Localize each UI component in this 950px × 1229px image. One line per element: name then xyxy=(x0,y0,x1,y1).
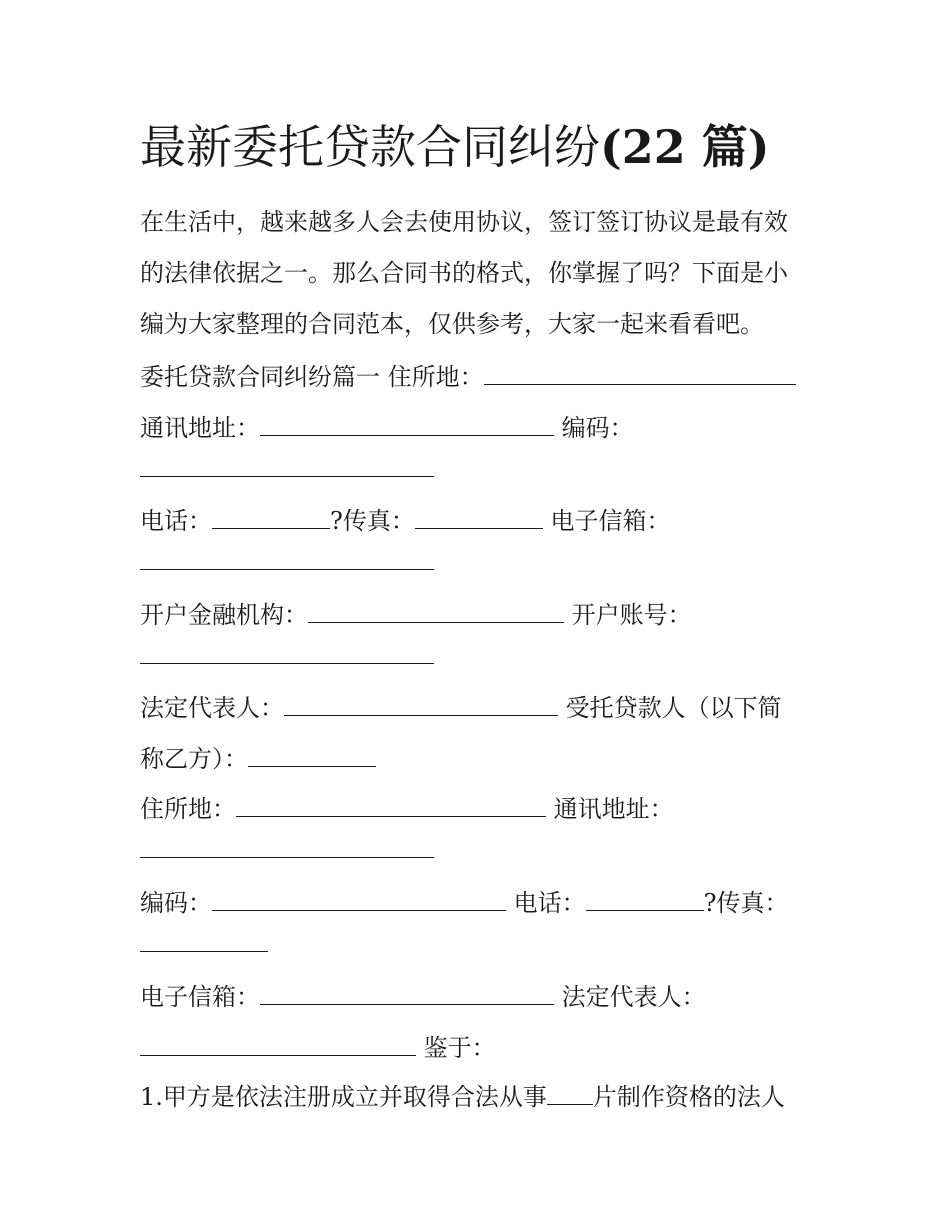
phone-b-blank[interactable] xyxy=(586,884,704,911)
form-row xyxy=(140,978,706,1015)
trustee-label: 受托贷款人（以下简 xyxy=(565,694,782,722)
fax-b-label: ?传真： xyxy=(703,889,789,917)
form-row xyxy=(140,596,692,633)
residence-b-label: 住所地： xyxy=(140,795,236,823)
form-row xyxy=(140,637,434,674)
mailing-address-blank[interactable] xyxy=(260,409,554,436)
form-row xyxy=(140,790,674,827)
clause-1 xyxy=(140,1078,785,1115)
title-main: 最新委托贷款合同纠纷 xyxy=(140,120,600,174)
mailing-address-label: 通讯地址： xyxy=(140,414,260,442)
trustee-label-cont: 称乙方）： xyxy=(140,745,248,773)
residence-label: 住所地： xyxy=(387,363,484,391)
legal-rep-label: 法定代表人： xyxy=(140,694,284,722)
account-label: 开户账号： xyxy=(571,601,692,629)
email-b-blank[interactable] xyxy=(260,978,554,1005)
postal-code-label: 编码： xyxy=(561,414,634,442)
fax-blank[interactable] xyxy=(415,502,543,529)
intro-line-2: 的法律依据之一。那么合同书的格式，你掌握了吗？下面是小 xyxy=(140,259,788,287)
form-row xyxy=(140,689,782,726)
whereas-label: 鉴于： xyxy=(423,1034,496,1062)
title-suffix: (22 篇) xyxy=(600,120,770,174)
clause-1-text: 1.甲方是依法注册成立并取得合法从事 xyxy=(140,1083,547,1111)
legal-rep-b-label: 法定代表人： xyxy=(561,983,706,1011)
legal-rep-b-blank[interactable] xyxy=(140,1029,416,1056)
bank-blank[interactable] xyxy=(308,596,564,623)
fax-label: ?传真： xyxy=(330,507,415,535)
fax-b-blank[interactable] xyxy=(140,925,268,952)
intro-line-3: 编为大家整理的合同范本，仅供参考，大家一起来看看吧。 xyxy=(140,310,764,338)
document-title xyxy=(140,112,770,182)
postal-code-b-blank[interactable] xyxy=(212,884,506,911)
postal-code-b-label: 编码： xyxy=(140,889,212,917)
clause-1-text-cont: 片制作资格的法人 xyxy=(592,1083,785,1111)
intro-line-1: 在生活中，越来越多人会去使用协议，签订签订协议是最有效 xyxy=(140,208,788,236)
form-row xyxy=(140,502,671,539)
phone-b-label: 电话： xyxy=(513,889,586,917)
phone-blank[interactable] xyxy=(212,502,330,529)
form-row xyxy=(140,450,434,487)
account-blank[interactable] xyxy=(140,637,434,664)
form-row xyxy=(140,925,268,962)
mailing-address-b-blank[interactable] xyxy=(140,831,434,858)
form-row xyxy=(140,884,789,921)
section-heading: 委托贷款合同纠纷篇一 xyxy=(140,363,380,391)
clause-1-blank[interactable] xyxy=(547,1078,593,1105)
residence-b-blank[interactable] xyxy=(236,790,546,817)
form-row xyxy=(140,409,634,446)
mailing-address-b-label: 通讯地址： xyxy=(553,795,674,823)
residence-blank[interactable] xyxy=(484,358,796,385)
form-row xyxy=(140,543,434,580)
legal-rep-blank[interactable] xyxy=(284,689,558,716)
email-b-label: 电子信箱： xyxy=(140,983,260,1011)
postal-code-blank[interactable] xyxy=(140,450,434,477)
trustee-blank[interactable] xyxy=(248,740,376,767)
form-row xyxy=(140,1029,496,1066)
form-row xyxy=(140,358,796,395)
phone-label: 电话： xyxy=(140,507,212,535)
form-row xyxy=(140,740,376,777)
email-blank[interactable] xyxy=(140,543,434,570)
form-row xyxy=(140,831,434,868)
email-label: 电子信箱： xyxy=(550,507,671,535)
bank-label: 开户金融机构： xyxy=(140,601,308,629)
